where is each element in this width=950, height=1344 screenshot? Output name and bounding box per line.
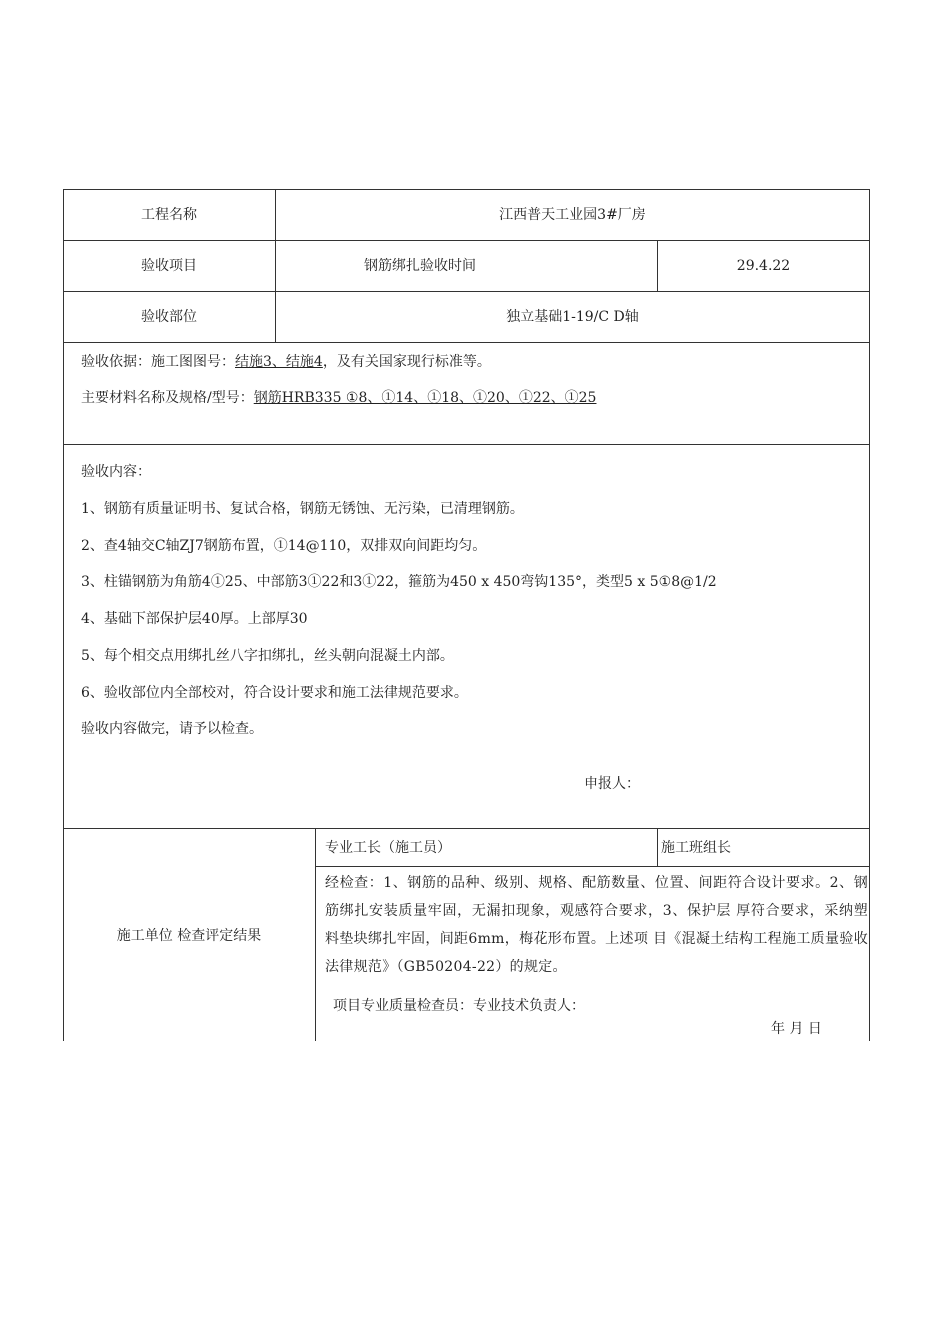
- inspection-location-label: 验收部位: [141, 309, 197, 325]
- inspection-item-label: 验收项目: [141, 258, 197, 274]
- content-title: 验收内容：: [81, 464, 151, 480]
- content-closing: 验收内容做完，请予以检查。: [81, 721, 263, 737]
- content-item-6: 6、验收部位内全部校对，符合设计要求和施工法律规范要求。: [81, 685, 468, 701]
- inspection-item-value: 钢筋绑扎验收时间: [364, 258, 476, 274]
- row-divider: [63, 828, 870, 829]
- project-name-label: 工程名称: [141, 207, 197, 223]
- inspection-date: 29.4.22: [736, 258, 791, 274]
- check-result-text: 经检查：1、钢筋的品种、级别、规格、配筋数量、位置、间距符合设计要求。2、钢筋绑扎安装质量牢固，无漏扣现象，观感符合要求，3、保护层 厚符合要求，采纳塑料垫块绑扎牢固，间距6mm，梅花形布置。上述项 目《混凝土结构工程施工质量验收法律规范》（GB50204-22）的规定。: [325, 875, 868, 975]
- materials-line: [81, 388, 596, 408]
- content-item-2: 2、查4轴交C轴ZJ7钢筋布置，①14@110，双排双向间距均匀。: [81, 538, 487, 554]
- signature-date-line: 年 月 日: [771, 1021, 822, 1037]
- row-divider: [63, 342, 870, 343]
- content-item-5: 5、每个相交点用绑扎丝八字扣绑扎，丝头朝向混凝土内部。: [81, 648, 454, 664]
- row-divider: [63, 291, 870, 292]
- team-leader-label: 施工班组长: [661, 840, 731, 856]
- content-item-1: 1、钢筋有质量证明书、复试合格，钢筋无锈蚀、无污染，已清理钢筋。: [81, 501, 524, 517]
- materials-value: 钢筋HRB335 ①8、①14、①18、①20、①22、①25: [253, 390, 597, 406]
- row-divider: [63, 240, 870, 241]
- row-divider: [63, 444, 870, 445]
- inspector-signature-line: 项目专业质量检查员：专业技术负责人：: [333, 998, 585, 1014]
- row-divider: [315, 866, 870, 867]
- basis-prefix: 验收依据：施工图图号：: [81, 354, 235, 370]
- basis-line: [81, 352, 491, 372]
- inspection-form: [63, 189, 870, 1041]
- row-divider: [63, 189, 870, 190]
- project-name-value: 江西普天工业园3#厂房: [499, 207, 646, 223]
- applicant-label: 申报人：: [584, 776, 640, 792]
- content-item-4: 4、基础下部保护层40厚。上部厚30: [81, 611, 308, 627]
- result-column-divider: [315, 828, 316, 1041]
- construction-unit-label: 施工单位 检查评定结果: [116, 928, 262, 944]
- foreman-label: 专业工长（施工员）: [325, 840, 451, 856]
- inspection-location-value: 独立基础1-19/C D轴: [506, 309, 639, 325]
- materials-prefix: 主要材料名称及规格/型号：: [81, 390, 254, 406]
- basis-suffix: ，及有关国家现行标准等。: [322, 354, 491, 370]
- basis-drawings: 结施3、结施4: [235, 354, 323, 370]
- team-leader-divider: [657, 828, 658, 866]
- content-item-3: 3、柱锚钢筋为角筋4①25、中部筋3①22和3①22，箍筋为450 x 450弯钩135°，类型5 x 5①8@1/2: [81, 574, 717, 590]
